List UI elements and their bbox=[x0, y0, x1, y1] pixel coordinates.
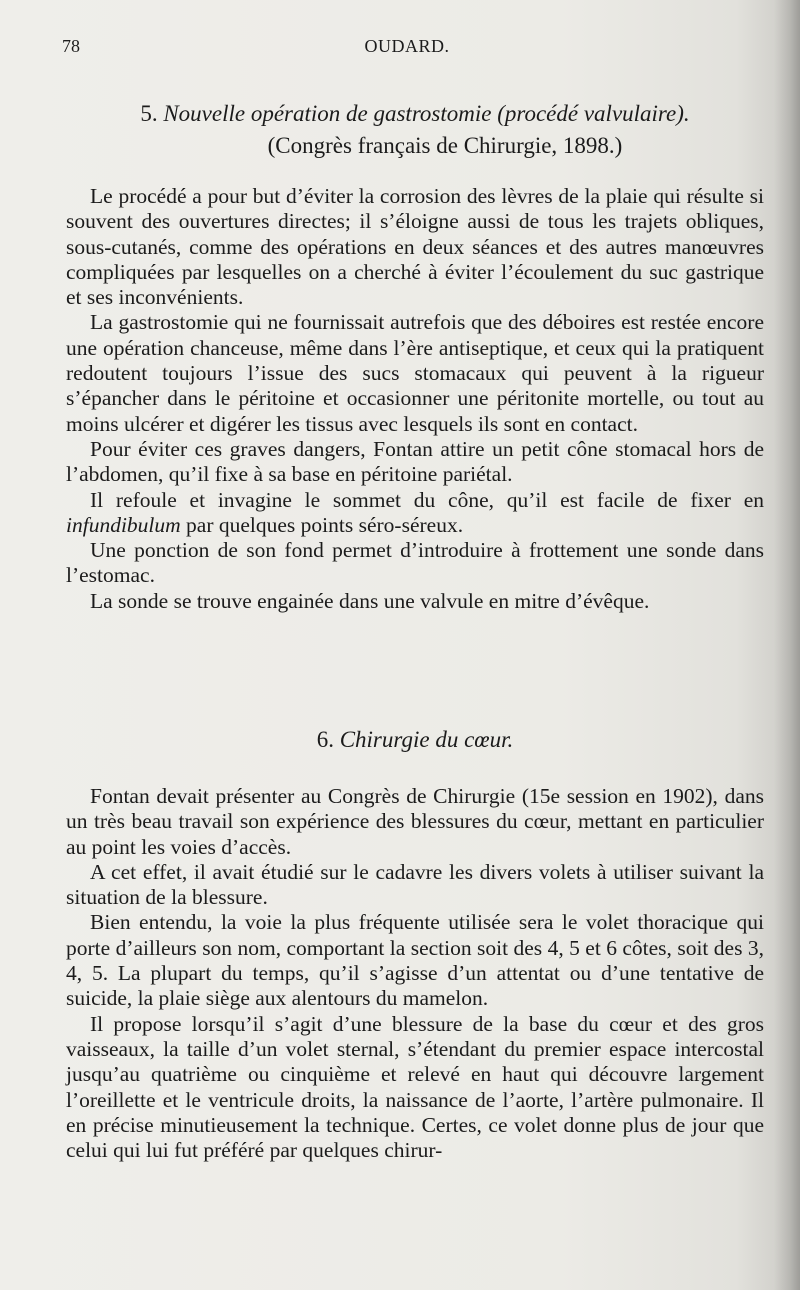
section-6-paragraph-1: Fontan devait présenter au Congrès de Chirurgie (15e session en 1902), dans un très beau travail son expérience des blessures du cœur, mettant en particulier au point les voies d’accès. bbox=[66, 784, 764, 859]
section-5-paragraph-4 bbox=[66, 488, 764, 539]
section-6-number: 6. bbox=[316, 727, 334, 752]
section-5-paragraph-3: Pour éviter ces graves dangers, Fontan attire un petit cône stomacal hors de l’abdomen, qu’il fixe à sa base en péritoine pariétal. bbox=[66, 436, 764, 487]
section-6-paragraph-4: Il propose lorsqu’il s’agit d’une blessure de la base du cœur et des gros vaisseaux, la taille d’un volet sternal, s’étendant du premier espace intercostal jusqu’au quatrième ou cinquième et relevé en haut qui découvre largement l’oreillette et le ventricule droits, la naissance de l’aorte, l’artère pulmonaire. Il en précise minutieusement la technique. Certes, ce volet donne plus de jour que celui qui lui fut préféré par quelques chirur- bbox=[66, 1011, 764, 1163]
section-5-paragraph-4-italic: infundibulum bbox=[66, 512, 181, 537]
section-5-paragraph-2: La gastrostomie qui ne fournissait autrefois que des déboires est restée encore une opération chanceuse, même dans l’ère antiseptique, et ceux qui la pratiquent redoutent toujours l’issue des sucs stomacaux qui peuvent à la rigueur s’épancher dans le péritoine et occasionner une péritonite mortelle, ou tout au moins ulcérer et digérer les tissus avec lesquels ils sont en contact. bbox=[66, 310, 764, 436]
section-5-subtitle: (Congrès français de Chirurgie, 1898.) bbox=[267, 133, 623, 158]
section-5-paragraph-5: Une ponction de son fond permet d’introduire à frottement une sonde dans l’estomac. bbox=[66, 538, 764, 588]
section-5-paragraph-4-end: par quelques points séro-séreux. bbox=[186, 512, 464, 537]
page-header bbox=[62, 36, 752, 62]
section-6-paragraph-3: Bien entendu, la voie la plus fréquente utilisée sera le volet thoracique qui porte d’ailleurs son nom, comportant la section soit des 4, 5 et 6 côtes, soit des 3, 4, 5. La plupart du temps, qu’il s’agisse d’un attentat ou d’une tentative de suicide, la plaie siège aux alentours du mamelon. bbox=[66, 910, 764, 1011]
page-number: 78 bbox=[62, 36, 80, 56]
section-5-title: Nouvelle opération de gastrostomie (procédé valvulaire). bbox=[163, 101, 690, 126]
page-edge-shadow bbox=[774, 0, 800, 1290]
running-title: OUDARD. bbox=[364, 36, 450, 56]
section-5-number: 5. bbox=[140, 101, 158, 126]
section-6-paragraph-2: A cet effet, il avait étudié sur le cadavre les divers volets à utiliser suivant la situation de la blessure. bbox=[66, 859, 764, 910]
section-5-heading bbox=[66, 98, 764, 130]
section-5-paragraph-4-text: Il refoule et invagine le sommet du cône, qu’il est facile de fixer en bbox=[90, 487, 764, 512]
section-5-paragraph-1: Le procédé a pour but d’éviter la corrosion des lèvres de la plaie qui résulte si souvent des ouvertures directes; il s’éloigne aussi de tous les trajets obliques, sous-cutanés, comme des opérations en deux séances et des autres manœuvres compliquées par lesquelles on a cherché à éviter l’écoulement du suc gastrique et ses inconvénients. bbox=[66, 184, 764, 310]
section-6 bbox=[66, 724, 764, 1163]
section-6-heading bbox=[66, 724, 764, 756]
section-5-paragraph-6: La sonde se trouve engainée dans une valvule en mitre d’évêque. bbox=[90, 588, 650, 613]
section-6-title: Chirurgie du cœur. bbox=[339, 727, 514, 752]
section-5 bbox=[66, 98, 764, 614]
